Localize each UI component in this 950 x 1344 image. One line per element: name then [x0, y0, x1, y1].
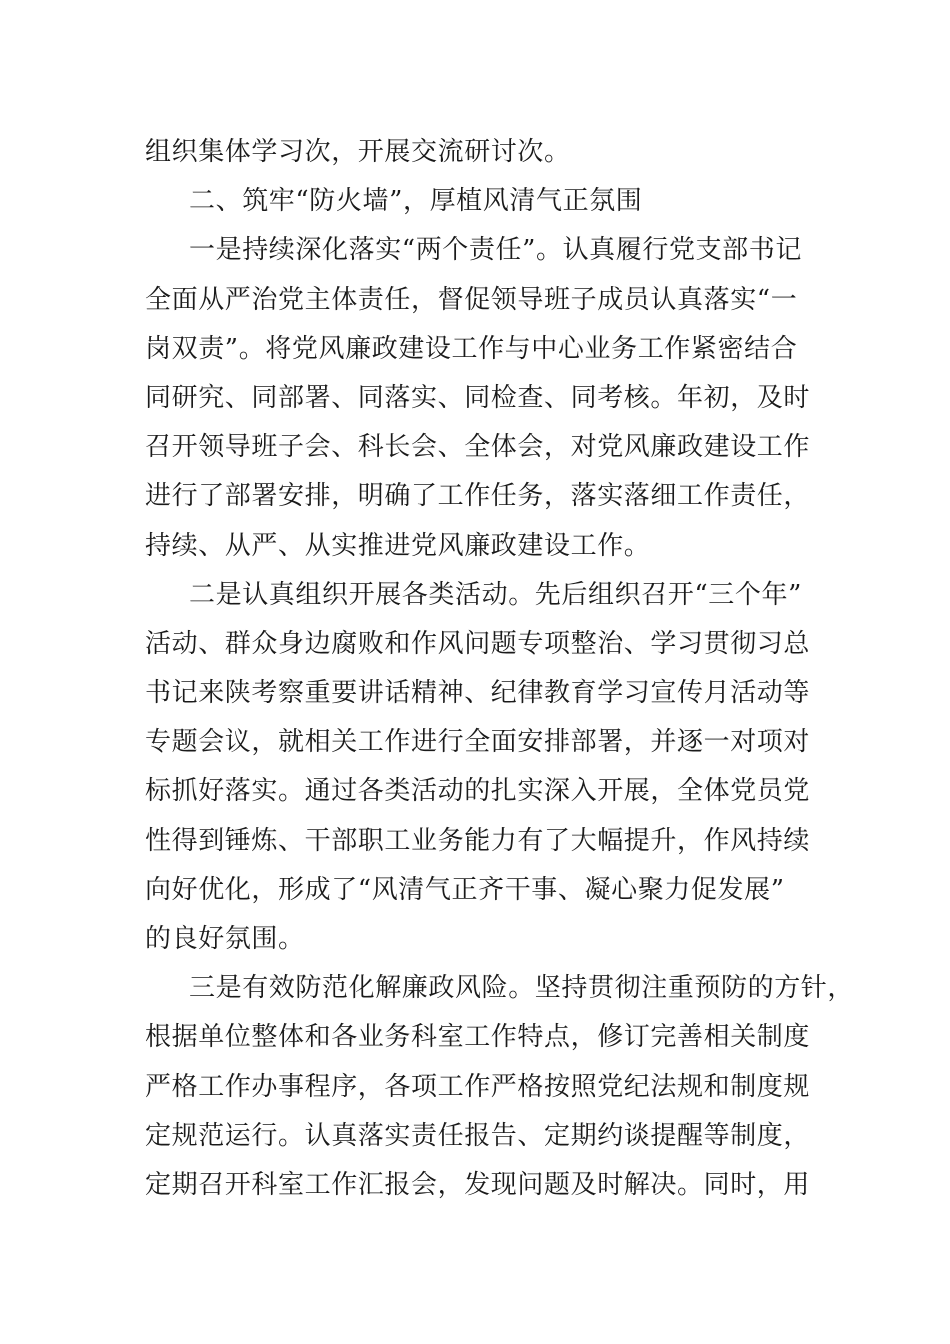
paragraph-first-line: 三是有效防范化解廉政风险。坚持贯彻注重预防的方针， — [189, 973, 855, 1004]
text-line: 专题会议，就相关工作进行全面安排部署，并逐一对项对 — [145, 727, 811, 758]
text-line: 定规范运行。认真落实责任报告、定期约谈提醒等制度， — [145, 1120, 811, 1151]
text-line: 的良好氛围。 — [145, 924, 305, 954]
text-line: 书记来陕考察重要讲话精神、纪律教育学习宣传月活动等 — [145, 678, 811, 709]
text-line: 进行了部署安排，明确了工作任务，落实落细工作责任， — [145, 481, 811, 512]
text-line: 严格工作办事程序，各项工作严格按照党纪法规和制度规 — [145, 1071, 811, 1102]
text-line: 组织集体学习次，开展交流研讨次。 — [145, 137, 571, 167]
paragraph-first-line: 二是认真组织开展各类活动。先后组织召开“三个年” — [189, 579, 802, 610]
section-heading: 二、筑牢“防火墙”，厚植风清气正氛围 — [189, 186, 643, 217]
text-line: 同研究、同部署、同落实、同检查、同考核。年初，及时 — [145, 382, 811, 413]
text-line: 岗双责”。将党风廉政建设工作与中心业务工作紧密结合 — [145, 333, 798, 364]
text-line: 召开领导班子会、科长会、全体会，对党风廉政建设工作 — [145, 432, 811, 463]
text-line: 标抓好落实。通过各类活动的扎实深入开展，全体党员党 — [145, 776, 811, 807]
text-line: 向好优化，形成了“风清气正齐干事、凝心聚力促发展” — [145, 874, 785, 905]
text-line: 性得到锤炼、干部职工业务能力有了大幅提升，作风持续 — [145, 825, 811, 856]
document-body — [145, 128, 855, 1210]
text-line: 根据单位整体和各业务科室工作特点，修订完善相关制度 — [145, 1022, 811, 1053]
text-line: 活动、群众身边腐败和作风问题专项整治、学习贯彻习总 — [145, 628, 811, 659]
paragraph-first-line: 一是持续深化落实“两个责任”。认真履行党支部书记 — [189, 235, 802, 266]
text-line: 全面从严治党主体责任，督促领导班子成员认真落实“一 — [145, 284, 798, 315]
text-line: 持续、从严、从实推进党风廉政建设工作。 — [145, 530, 651, 561]
text-line: 定期召开科室工作汇报会，发现问题及时解决。同时，用 — [145, 1169, 811, 1200]
